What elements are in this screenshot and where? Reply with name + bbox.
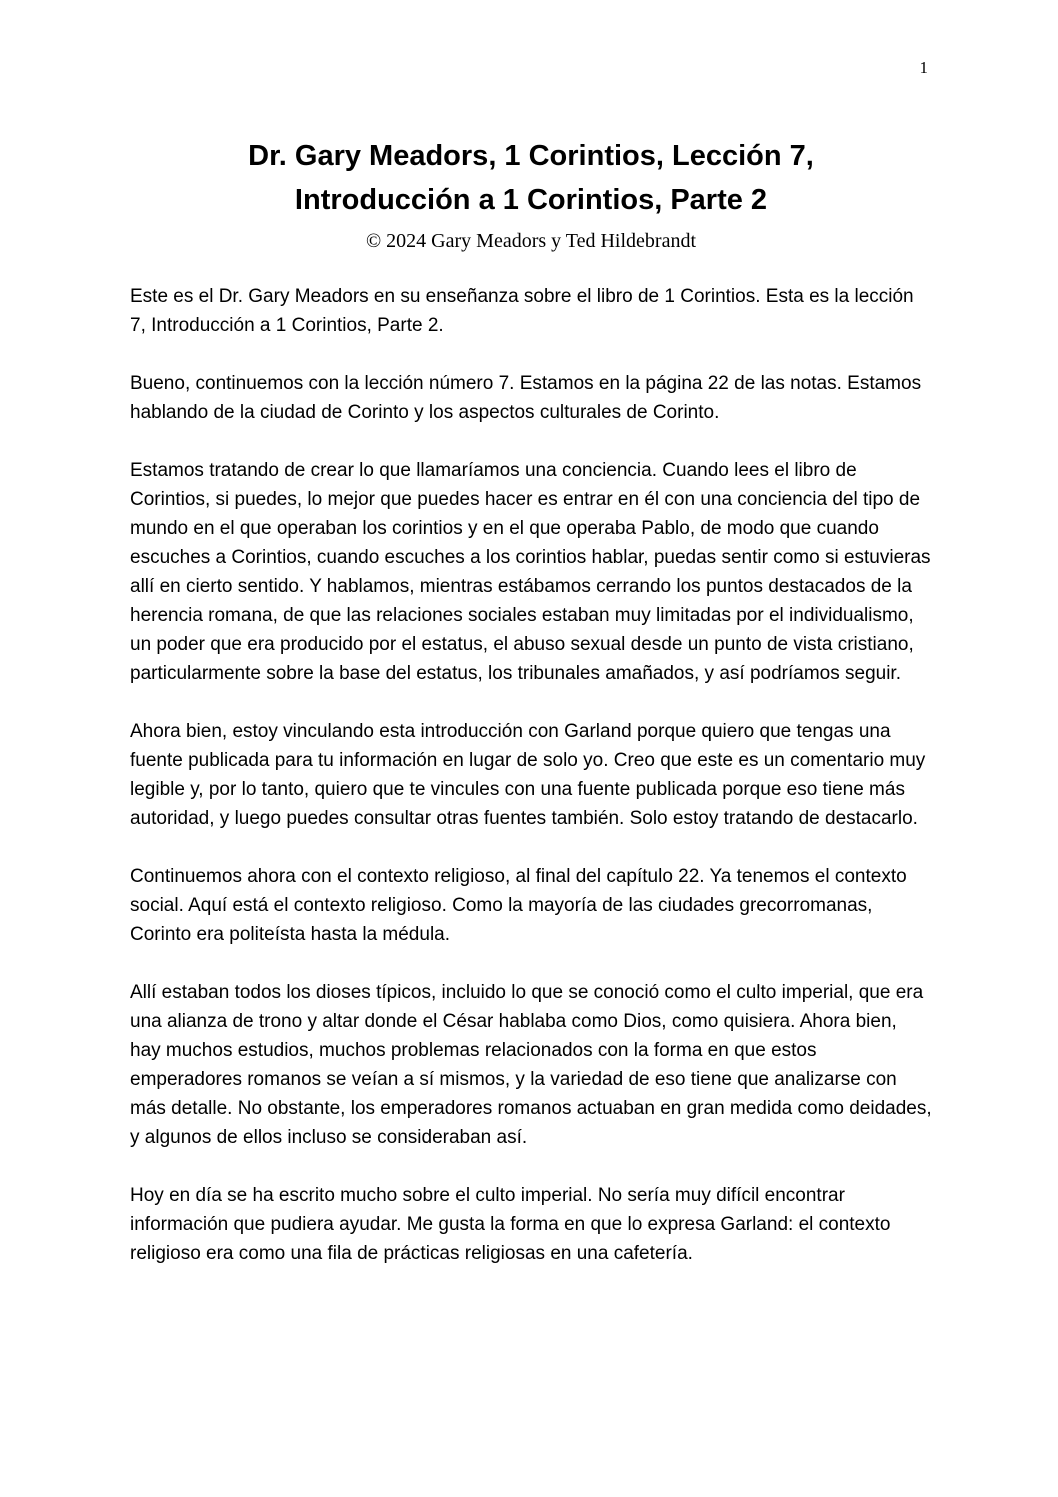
paragraph-1: Este es el Dr. Gary Meadors en su enseñanza sobre el libro de 1 Corintios. Esta es la lección 7, Introducción a 1 Corintios, Parte 2. <box>130 286 914 336</box>
page-number: 1 <box>919 58 928 77</box>
document-body <box>130 282 932 1268</box>
paragraph-5: Continuemos ahora con el contexto religioso, al final del capítulo 22. Ya tenemos el contexto social. Aquí está el contexto religioso. Como la mayoría de las ciudades grecorromanas, Corinto era politeísta hasta la médula. <box>130 866 907 945</box>
paragraph-6: Allí estaban todos los dioses típicos, incluido lo que se conoció como el culto imperial, que era una alianza de trono y altar donde el César hablaba como Dios, como quisiera. Ahora bien, hay muchos estudios, muchos problemas relacionados con la forma en que estos emperadores romanos se veían a sí mismos, y la variedad de eso tiene que analizarse con más detalle. No obstante, los emperadores romanos actuaban en gran medida como deidades, y algunos de ellos incluso se consideraban así. <box>130 982 932 1148</box>
document-title <box>130 0 932 222</box>
title-line-1: Dr. Gary Meadors, 1 Corintios, Lección 7, <box>248 140 814 172</box>
paragraph-7: Hoy en día se ha escrito mucho sobre el culto imperial. No sería muy difícil encontrar información que pudiera ayudar. Me gusta la forma en que lo expresa Garland: el contexto religioso era como una fila de prácticas religiosas en una cafetería. <box>130 1185 891 1264</box>
paragraph-4: Ahora bien, estoy vinculando esta introducción con Garland porque quiero que tengas una fuente publicada para tu información en lugar de solo yo. Creo que este es un comentario muy legible y, por lo tanto, quiero que te vincules con una fuente publicada porque eso tiene más autoridad, y luego puedes consultar otras fuentes también. Solo estoy tratando de destacarlo. <box>130 721 926 829</box>
paragraph-2: Bueno, continuemos con la lección número 7. Estamos en la página 22 de las notas. Estamos hablando de la ciudad de Corinto y los aspectos culturales de Corinto. <box>130 373 922 423</box>
copyright-line: © 2024 Gary Meadors y Ted Hildebrandt <box>365 230 697 252</box>
title-line-2: Introducción a 1 Corintios, Parte 2 <box>294 184 768 216</box>
paragraph-3: Estamos tratando de crear lo que llamaríamos una conciencia. Cuando lees el libro de Corintios, si puedes, lo mejor que puedes hacer es entrar en él con una conciencia del tipo de mundo en el que operaban los corintios y en el que operaba Pablo, de modo que cuando escuches a Corintios, cuando escuches a los corintios hablar, puedas sentir como si estuvieras allí en cierto sentido. Y hablamos, mientras estábamos cerrando los puntos destacados de la herencia romana, de que las relaciones sociales estaban muy limitadas por el individualismo, un poder que era producido por el estatus, el abuso sexual desde un punto de vista cristiano, particularmente sobre la base del estatus, los tribunales amañados, y así podríamos seguir. <box>130 460 931 684</box>
